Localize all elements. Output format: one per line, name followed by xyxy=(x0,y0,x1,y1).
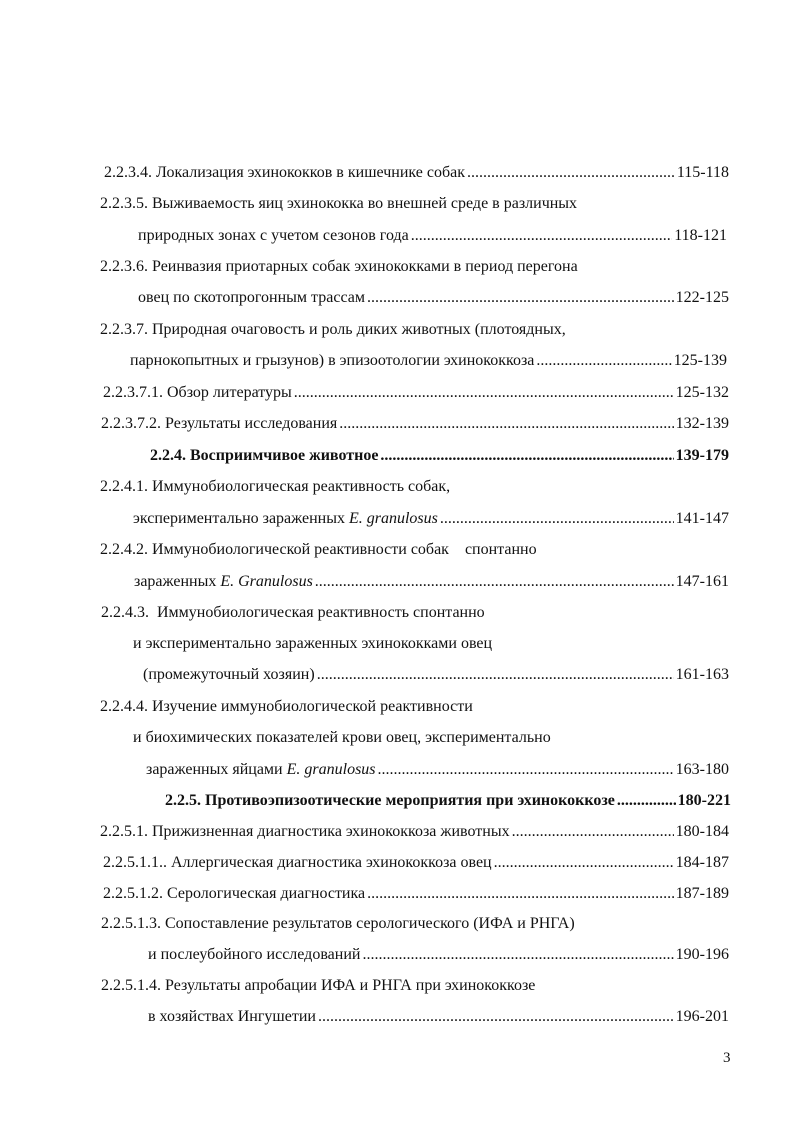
toc-entry-2-2-4-1 xyxy=(100,477,450,497)
toc-entry-title: 2.2.5.1.4. Результаты апробации ИФА и РНГА при эхинококкозе xyxy=(101,977,536,994)
toc-entry-title: и экспериментально зараженных эхинококками овец xyxy=(133,635,493,652)
dot-leader xyxy=(294,383,674,403)
toc-entry-2-2-4-2 xyxy=(100,540,537,560)
dot-leader xyxy=(440,509,674,529)
dot-leader xyxy=(339,414,673,434)
toc-entry-2-2-4-4-cont2 xyxy=(146,760,729,780)
dot-leader xyxy=(467,163,675,183)
toc-entry-title: и послеубойного исследований xyxy=(148,946,361,963)
toc-entry-2-2-3-7-2 xyxy=(101,414,729,434)
toc-entry-title: 2.2.4.2. Иммунобиологической реактивности собак спонтанно xyxy=(100,541,537,558)
toc-entry-title: природных зонах с учетом сезонов года xyxy=(138,227,409,244)
toc-entry-title xyxy=(133,509,438,529)
toc-entry-2-2-4-4-cont xyxy=(133,728,551,748)
toc-entry-title-text: экспериментально зараженных xyxy=(133,510,349,527)
toc-entry-pages: 163-180 xyxy=(675,761,729,778)
dot-leader xyxy=(362,945,673,965)
toc-entry-title-text: зараженных яйцами xyxy=(146,761,287,778)
toc-entry-pages: 161-163 xyxy=(675,666,729,683)
dot-leader xyxy=(367,288,674,308)
toc-entry-title: и биохимических показателей крови овец, экспериментально xyxy=(133,729,551,746)
toc-entry-pages: 139-179 xyxy=(675,447,729,464)
toc-entry-pages: 180-221 xyxy=(677,792,731,809)
toc-entry-title: 2.2.5.1.2. Серологическая диагностика xyxy=(103,885,366,902)
toc-entry-pages: 190-196 xyxy=(675,946,729,963)
toc-entry-title: 2.2.3.7. Природная очаговость и роль диких животных (плотоядных, xyxy=(100,321,566,338)
toc-entry-title: 2.2.3.6. Реинвазия приотарных собак эхинококками в период перегона xyxy=(100,258,578,275)
toc-entry-2-2-5-1-3 xyxy=(101,914,575,934)
toc-entry-pages: 187-189 xyxy=(675,885,729,902)
toc-entry-title: 2.2.5.1.3. Сопоставление результатов серологического (ИФА и РНГА) xyxy=(101,915,575,932)
toc-entry-pages: 125-139 xyxy=(673,352,727,369)
toc-entry-2-2-4-3-cont xyxy=(133,634,492,654)
toc-entry-pages: 118-121 xyxy=(674,227,727,244)
species-name: E. Granulosus xyxy=(220,573,313,590)
toc-entry-2-2-4 xyxy=(150,446,729,466)
dot-leader xyxy=(318,1007,674,1027)
toc-entry-title xyxy=(146,760,376,780)
toc-entry-title: 2.2.3.4. Локализация эхинококков в кишечнике собак xyxy=(104,164,465,181)
toc-entry-2-2-3-7 xyxy=(100,320,566,340)
toc-entry-title: 2.2.5.1. Прижизненная диагностика эхинококкоза животных xyxy=(100,823,510,840)
toc-entry-title: 2.2.3.5. Выживаемость яиц эхинококка во внешней среде в различных xyxy=(100,195,578,212)
toc-entry-title: 2.2.4.3. Иммунобиологическая реактивность спонтанно xyxy=(101,604,485,621)
toc-entry-2-2-4-1-cont xyxy=(133,509,729,529)
toc-entry-title: 2.2.5.1.1.. Аллергическая диагностика эхинококкоза овец xyxy=(103,854,492,871)
toc-entry-title: 2.2.4.1. Иммунобиологическая реактивность собак, xyxy=(100,478,451,495)
toc-entry-2-2-3-5 xyxy=(100,194,577,214)
toc-entry-2-2-3-7-1 xyxy=(103,383,729,403)
toc-entry-pages: 196-201 xyxy=(675,1008,729,1025)
species-name: E. granulosus xyxy=(348,510,438,527)
toc-entry-pages: 132-139 xyxy=(675,415,729,432)
toc-entry-pages: 147-161 xyxy=(675,573,729,590)
toc-entry-pages: 122-125 xyxy=(675,289,729,306)
toc-entry-2-2-5 xyxy=(165,791,731,811)
toc-entry-title: в хозяйствах Ингушетии xyxy=(148,1008,316,1025)
toc-entry-2-2-3-5-cont xyxy=(138,226,727,246)
toc-entry-2-2-5-1-2 xyxy=(103,884,729,904)
toc-entry-2-2-5-1-4 xyxy=(101,976,535,996)
toc-entry-2-2-3-4 xyxy=(104,163,729,183)
toc-entry-pages: 141-147 xyxy=(675,510,729,527)
toc-entry-title: овец по скотопрогонным трассам xyxy=(138,289,365,306)
toc-entry-2-2-5-1-4-cont xyxy=(148,1007,729,1027)
toc-entry-2-2-4-3-cont2 xyxy=(143,665,729,685)
dot-leader xyxy=(536,351,671,371)
toc-entry-2-2-3-6 xyxy=(100,257,578,277)
toc-entry-pages: 184-187 xyxy=(675,854,729,871)
toc-entry-title: 2.2.4.4. Изучение иммунобиологической реактивности xyxy=(100,698,473,715)
toc-entry-title: 2.2.3.7.1. Обзор литературы xyxy=(103,384,292,401)
toc-entry-2-2-3-7-cont xyxy=(130,351,727,371)
toc-entry-2-2-5-1-1 xyxy=(103,853,729,873)
toc-entry-2-2-3-6-cont xyxy=(138,288,729,308)
toc-entry-pages: 180-184 xyxy=(675,823,729,840)
dot-leader xyxy=(512,822,674,842)
toc-entry-title-text: зараженных xyxy=(134,573,221,590)
toc-entry-title: 2.2.5. Противоэпизоотические мероприятия при эхинококкозе xyxy=(165,792,615,809)
dot-leader xyxy=(367,884,674,904)
page-number: 3 xyxy=(723,1050,731,1066)
toc-entry-2-2-5-1 xyxy=(100,822,729,842)
toc-entry-2-2-4-4 xyxy=(100,697,473,717)
toc-entry-pages: 125-132 xyxy=(675,384,729,401)
dot-leader xyxy=(411,226,673,246)
toc-entry-title: 2.2.3.7.2. Результаты исследования xyxy=(101,415,338,432)
toc-entry-title: 2.2.4. Восприимчивое животное xyxy=(150,447,379,464)
dot-leader xyxy=(378,760,674,780)
toc-entry-title xyxy=(134,572,313,592)
toc-entry-2-2-4-3 xyxy=(101,603,485,623)
toc-entry-2-2-4-2-cont xyxy=(134,572,729,592)
dot-leader xyxy=(315,572,674,592)
toc-entry-title: парнокопытных и грызунов) в эпизоотологии эхинококкоза xyxy=(130,352,535,369)
toc-entry-pages: 115-118 xyxy=(676,164,729,181)
dot-leader xyxy=(494,853,674,873)
dot-leader xyxy=(617,791,676,811)
species-name: E. granulosus xyxy=(286,761,376,778)
dot-leader xyxy=(380,446,673,466)
dot-leader xyxy=(317,665,674,685)
toc-entry-2-2-5-1-3-cont xyxy=(148,945,729,965)
toc-entry-title: (промежуточный хозяин) xyxy=(143,666,315,683)
